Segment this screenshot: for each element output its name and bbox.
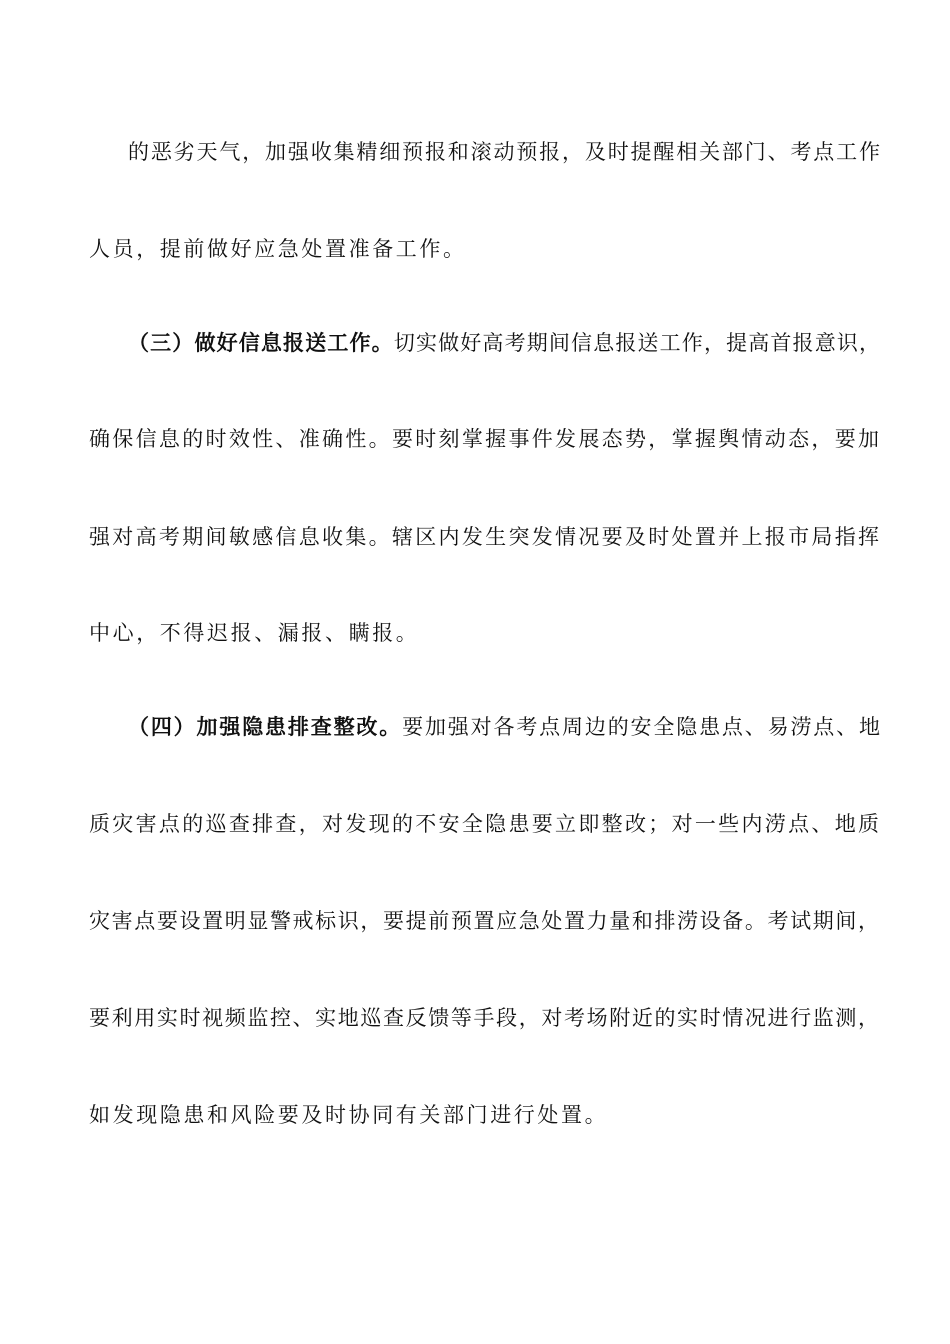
section-4-text: 要加强对各考点周边的安全隐患点、易涝点、地 xyxy=(402,715,880,739)
paragraph-line: 质灾害点的巡查排查，对发现的不安全隐患要立即整改；对一些内涝点、地质 xyxy=(89,812,879,836)
paragraph-line: 强对高考期间敏感信息收集。辖区内发生突发情况要及时处置并上报市局指挥 xyxy=(89,525,879,549)
section-3-text: 切实做好高考期间信息报送工作，提高首报意识， xyxy=(393,331,881,355)
paragraph-line: 确保信息的时效性、准确性。要时刻掌握事件发展态势，掌握舆情动态，要加 xyxy=(89,427,879,451)
paragraph-line: 如发现隐患和风险要及时协同有关部门进行处置。 xyxy=(89,1103,609,1127)
paragraph-line: 要利用实时视频监控、实地巡查反馈等手段，对考场附近的实时情况进行监测， xyxy=(89,1006,879,1030)
section-4-first-line xyxy=(128,713,880,741)
paragraph-line: 的恶劣天气，加强收集精细预报和滚动预报，及时提醒相关部门、考点工作 xyxy=(128,140,880,164)
paragraph-line: 中心，不得迟报、漏报、瞒报。 xyxy=(89,621,420,645)
section-3-heading: （三）做好信息报送工作。 xyxy=(128,330,394,355)
paragraph-line: 灾害点要设置明显警戒标识，要提前预置应急处置力量和排涝设备。考试期间， xyxy=(89,909,879,933)
section-4-heading: （四）加强隐患排查整改。 xyxy=(128,714,403,739)
paragraph-line: 人员，提前做好应急处置准备工作。 xyxy=(89,237,467,261)
section-3-first-line xyxy=(128,329,880,357)
